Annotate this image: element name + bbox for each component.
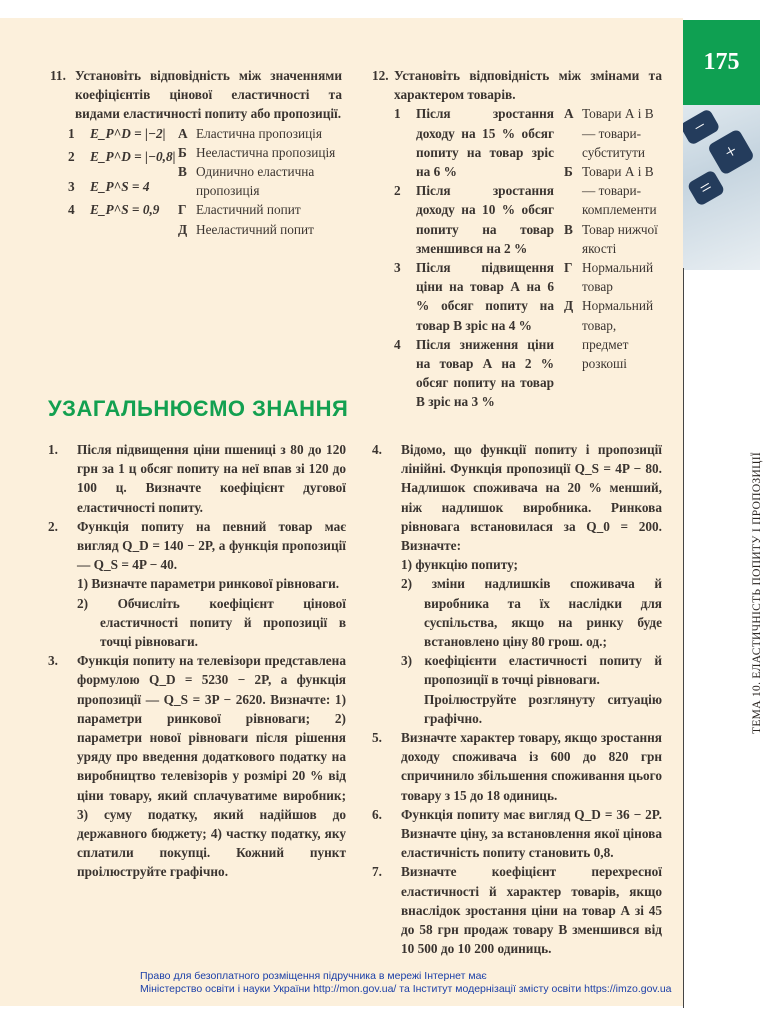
match-item xyxy=(68,147,178,166)
section-heading: УЗАГАЛЬНЮЄМО ЗНАННЯ xyxy=(48,396,349,421)
match-option xyxy=(564,104,662,162)
match-option xyxy=(564,220,662,258)
item-number: 3 xyxy=(394,260,401,276)
task-text: Визначте характер товару, якщо зростання доходу споживача із 600 до 820 грн спричинило збільшення споживання цього товару з 15 до 18 одиниць. xyxy=(401,730,662,803)
equals-key-icon: = xyxy=(687,169,726,207)
task-number: 1. xyxy=(48,442,58,457)
option-text: Одинично еластична пропозиція xyxy=(196,164,315,199)
match-option xyxy=(178,220,342,239)
task-text: Установіть відповідність між змінами та характером товарів. xyxy=(394,68,662,103)
formula: E_P^D = |−2| xyxy=(90,125,166,141)
item-text: Після зростання доходу на 10 % обсяг попиту на товар зменшився на 2 % xyxy=(416,183,554,256)
item-number: 4 xyxy=(394,336,401,352)
task-number: 7. xyxy=(372,864,382,880)
task-number: 2. xyxy=(48,518,58,534)
item-text: Після зростання доходу на 15 % обсяг попиту на товар зріс на 6 % xyxy=(416,106,554,180)
match-item xyxy=(394,181,554,258)
item-number: 1 xyxy=(394,106,401,122)
task-11: 11. Установіть відповідність між значеннями коефіцієнтів цінової еластичності та видами еластичності попиту або пропозиції. 1 E_P^D = |−2| 2 E_P^D = |−0,8| 3 E_P^S = 4 4 E_P^S = 0,9 А Еластична пропозиція Б Нееластична пропозиція В Одинично еластична пропозиція Г Еластичний попит Д Нееластичний попит xyxy=(50,66,342,239)
match-item xyxy=(68,177,178,196)
item-text: Після зниження ціни на товар А на 2 % обсяг попиту на товар В зріс на 3 % xyxy=(416,336,554,410)
option-letter: В xyxy=(564,221,573,237)
task-text: Відомо, що функції попиту і пропозиції лінійні. Функція пропозиції Q_S = 4P − 80. Надлишок споживача на 20 % менший, ніж надлишок виробника. Ринкова рівновага встановилася за Q_0 = 200. Визначте: xyxy=(401,442,662,554)
task-number: 3. xyxy=(48,653,58,669)
subtask: 2) Обчисліть коефіцієнт цінової еластичності попиту й пропозиції в точці рівноваги. xyxy=(77,595,346,650)
tasks-left-column xyxy=(48,440,346,882)
option-letter: Б xyxy=(564,164,573,180)
match-option xyxy=(178,143,342,162)
task-item xyxy=(48,651,346,881)
match-option xyxy=(178,200,342,219)
match-item xyxy=(394,335,554,412)
task-item xyxy=(48,517,346,651)
subtask: 1) Визначте параметри ринкової рівноваги. xyxy=(77,576,340,592)
option-text: Еластична пропозиція xyxy=(196,125,322,141)
minus-key-icon: − xyxy=(683,108,721,146)
footer-line: Право для безоплатного розміщення підручника в мережі Інтернет має xyxy=(140,970,487,982)
subtask: 3) коефіцієнти еластичності попиту й пропозиції в точці рівноваги. xyxy=(401,653,662,688)
chapter-title: ТЕМА 10. ЕЛАСТИЧНІСТЬ ПОПИТУ І ПРОПОЗИЦІЇ xyxy=(751,452,763,734)
option-letter: В xyxy=(178,164,187,180)
subtask: 2) зміни надлишків споживача й виробника та їх наслідки для суспільства, якщо на ринку буде встановлено ціну 80 грош. од.; xyxy=(401,576,662,650)
match-option xyxy=(564,296,662,373)
formula: E_P^S = 0,9 xyxy=(90,202,160,218)
task-text: Функція попиту на певний товар має вигляд Q_D = 140 − 2P, а функція пропозиції — Q_S = 4P − 40. xyxy=(77,518,346,573)
option-letter: А xyxy=(564,106,574,122)
match-item xyxy=(394,104,554,181)
footer-line: Міністерство освіти і науки України http://mon.gov.ua/ та Інститут модернізації змісту освіти https://imzo.gov.ua xyxy=(140,983,672,995)
task-item xyxy=(372,440,662,728)
task-number: 6. xyxy=(372,806,382,822)
option-text: Товари А і В — товари-комплементи xyxy=(582,164,657,218)
option-text: Товар нижчої якості xyxy=(582,221,658,256)
item-number: 3 xyxy=(68,179,75,195)
option-letter: Г xyxy=(178,202,187,218)
formula: E_P^S = 4 xyxy=(90,179,150,195)
match-option xyxy=(564,162,662,220)
task-text: Функція попиту має вигляд Q_D = 36 − 2P. Визначте ціну, за встановлення якої цінова еластичність попиту становить 0,8. xyxy=(401,806,662,861)
subtask: 1) функцію попиту; xyxy=(401,557,518,573)
task-number: 4. xyxy=(372,442,382,457)
option-text: Еластичний попит xyxy=(196,202,301,218)
task-number: 5. xyxy=(372,730,382,746)
copyright-footer xyxy=(140,970,672,996)
task-item xyxy=(372,728,662,805)
match-option xyxy=(178,162,342,200)
formula: E_P^D = |−0,8| xyxy=(90,148,176,164)
match-option xyxy=(564,258,662,296)
task-tail: Проілюструйте розглянуту ситуацію графічно. xyxy=(424,691,662,726)
calculator-image xyxy=(683,105,760,270)
option-letter: Д xyxy=(564,298,574,314)
task-item xyxy=(372,862,662,958)
page-number: 175 xyxy=(683,20,760,105)
match-item xyxy=(394,258,554,335)
match-option xyxy=(178,124,342,143)
option-text: Нееластичний попит xyxy=(196,221,314,237)
option-text: Нормальний товар xyxy=(582,260,654,295)
option-letter: А xyxy=(178,125,188,141)
divider xyxy=(683,268,684,1008)
option-text: Товари А і В — товари-субститути xyxy=(582,106,654,160)
item-number: 2 xyxy=(394,183,401,199)
match-item xyxy=(68,200,178,219)
task-12: 12. Установіть відповідність між змінами та характером товарів. 1 Після зростання доходу на 15 % обсяг попиту на товар зріс на 6 % 2 Після зростання доходу на 10 % обсяг попиту на товар зменшився на 2 % 3 Після підвищення ціни на товар А на 6 % обсяг попиту на товар В зріс на 4 % 4 Після зниження ціни на товар А на 2 % обсяг попиту на товар В зріс на 3 % А Товари А і В — товари-субститути Б Товари А і В — товари-комплементи В Товар нижчої якості Г Нормальний товар Д Нормальний товар, предмет розкоші xyxy=(372,66,662,412)
option-letter: Д xyxy=(178,221,188,237)
task-item xyxy=(372,805,662,863)
item-text: Після підвищення ціни на товар А на 6 % обсяг попиту на товар В зріс на 4 % xyxy=(416,260,554,333)
task-text: Установіть відповідність між значеннями коефіцієнтів цінової еластичності та видами еластичності попиту або пропозиції. xyxy=(75,68,342,122)
task-text: Після підвищення ціни пшениці з 80 до 120 грн за 1 ц обсяг попиту на неї впав зі 120 до 100 ц. Визначте коефіцієнт дугової еластичності попиту. xyxy=(77,442,346,515)
option-letter: Б xyxy=(178,144,187,160)
option-text: Нееластична пропозиція xyxy=(196,144,336,160)
option-letter: Г xyxy=(564,260,573,276)
tasks-right-column xyxy=(372,440,662,958)
option-text: Нормальний товар, предмет розкоші xyxy=(582,298,654,372)
task-text: Функція попиту на телевізори представлена формулою Q_D = 5230 − 2P, а функція пропозиції — Q_S = 3P − 2620. Визначте: 1) параметри ринкової рівноваги; 2) параметри нової рівноваги після рішення уряду про введення додаткового податку на виробництво телевізорів у розмірі 20 % від ціни товару, який сплачуватиме виробник; 3) суму податку, який надійшов до державного бюджету; 4) частку податку, яку сплатили покупці. Кожний пункт проілюструйте графічно. xyxy=(77,653,346,880)
item-number: 4 xyxy=(68,202,75,218)
match-item xyxy=(68,124,178,143)
plus-key-icon: + xyxy=(707,128,755,175)
task-text: Визначте коефіцієнт перехресної еластичності й характер товарів, якщо внаслідок зростання ціни на товар А зі 45 до 58 грн продаж товару В зменшився від 10 500 до 10 200 одиниць. xyxy=(401,864,662,957)
task-item xyxy=(48,440,346,517)
item-number: 1 xyxy=(68,125,75,141)
item-number: 2 xyxy=(68,148,75,164)
